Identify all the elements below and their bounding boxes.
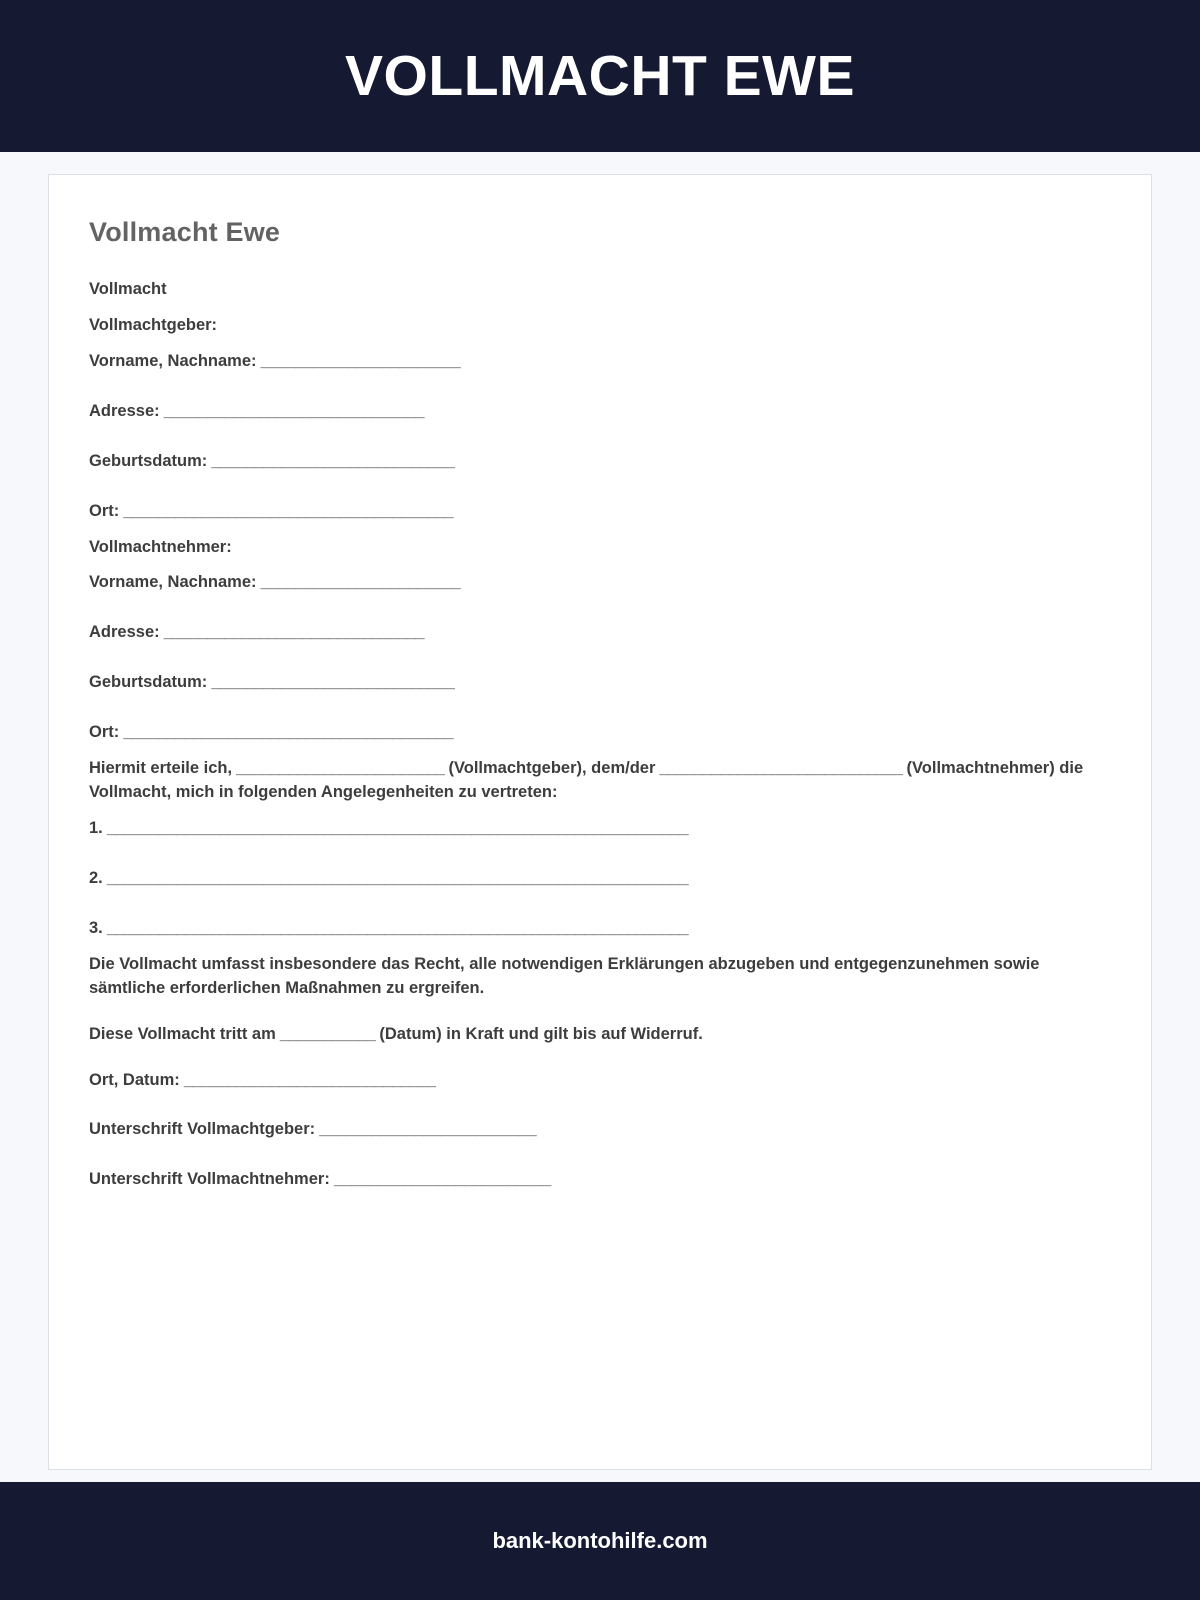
place-date-field	[89, 1069, 1111, 1093]
matter-blank-3[interactable]: ___________________________________________________________________	[102, 918, 689, 937]
effective-prefix: Diese Vollmacht tritt am	[89, 1024, 276, 1043]
document-heading: Vollmacht	[89, 280, 167, 298]
grantor-birthdate-blank[interactable]: ____________________________	[207, 451, 455, 470]
effective-date-paragraph	[89, 1023, 1111, 1047]
matter-number-1: 1.	[89, 818, 103, 837]
authorization-grantor-blank[interactable]: ________________________	[232, 759, 449, 778]
signature-grantee-blank[interactable]: _________________________	[329, 1170, 551, 1189]
grantor-city-field	[89, 500, 1111, 524]
signature-grantor-blank[interactable]: _________________________	[315, 1120, 537, 1139]
grantor-birthdate-label: Geburtsdatum:	[89, 451, 208, 470]
authorization-grantee-ref: (Vollmachtnehmer) die Vollmacht, mich in folgenden Angelegenheiten zu vertreten:	[89, 759, 1084, 802]
grantee-address-field	[89, 621, 1111, 645]
grantor-city-blank[interactable]: ______________________________________	[119, 501, 454, 520]
matter-item-1	[89, 817, 1111, 841]
matter-number-3: 3.	[89, 918, 103, 937]
grantee-name-blank[interactable]: _______________________	[256, 573, 461, 592]
grantee-section-label: Vollmachtnehmer:	[89, 537, 232, 556]
scope-paragraph: Die Vollmacht umfasst insbesondere das Recht, alle notwendigen Erklärungen abzugeben und entgegenzunehmen sowie sämtliche erforderlichen Maßnahmen zu ergreifen.	[89, 954, 1040, 997]
signature-grantee-label: Unterschrift Vollmachtnehmer:	[89, 1170, 330, 1189]
grantee-name-field	[89, 571, 1111, 595]
grantor-address-blank[interactable]: ______________________________	[159, 401, 425, 420]
document-body	[89, 278, 1111, 1192]
page-content-area	[0, 152, 1200, 1482]
grantee-address-label: Adresse:	[89, 623, 160, 642]
grantor-address-field	[89, 400, 1111, 424]
grantee-birthdate-label: Geburtsdatum:	[89, 673, 208, 692]
document-title: Vollmacht Ewe	[89, 217, 281, 247]
grantee-name-label: Vorname, Nachname:	[89, 573, 257, 592]
matter-item-2	[89, 867, 1111, 891]
grantor-city-label: Ort:	[89, 501, 120, 520]
grantor-name-blank[interactable]: _______________________	[256, 351, 461, 370]
matter-blank-1[interactable]: ___________________________________________________________________	[102, 818, 689, 837]
place-date-label: Ort, Datum:	[89, 1070, 180, 1089]
matter-number-2: 2.	[89, 868, 103, 887]
grantee-city-field	[89, 721, 1111, 745]
grantor-birthdate-field	[89, 450, 1111, 474]
grantee-city-label: Ort:	[89, 723, 120, 742]
footer-site-name: bank-kontohilfe.com	[492, 1528, 708, 1553]
page-footer-banner	[0, 1482, 1200, 1600]
matter-item-3	[89, 917, 1111, 941]
authorization-paragraph	[89, 757, 1111, 805]
page-header-title: VOLLMACHT EWE	[345, 43, 855, 108]
grantee-birthdate-field	[89, 671, 1111, 695]
authorization-grantor-ref: (Vollmachtgeber), dem/der	[448, 759, 656, 778]
grantee-address-blank[interactable]: ______________________________	[159, 623, 425, 642]
document-card	[48, 174, 1152, 1470]
signature-grantee-field	[89, 1168, 1111, 1192]
matter-blank-2[interactable]: ___________________________________________________________________	[102, 868, 689, 887]
authorization-grantee-blank[interactable]: ____________________________	[655, 759, 907, 778]
signature-grantor-label: Unterschrift Vollmachtgeber:	[89, 1120, 316, 1139]
page-header-banner	[0, 0, 1200, 152]
signature-grantor-field	[89, 1118, 1111, 1142]
grantee-city-blank[interactable]: ______________________________________	[119, 723, 454, 742]
authorization-lead-in: Hiermit erteile ich,	[89, 759, 233, 778]
grantor-address-label: Adresse:	[89, 401, 160, 420]
grantor-name-label: Vorname, Nachname:	[89, 351, 257, 370]
effective-date-blank[interactable]: ___________	[275, 1024, 380, 1043]
place-date-blank[interactable]: _____________________________	[179, 1070, 436, 1089]
effective-suffix: (Datum) in Kraft und gilt bis auf Widerruf.	[379, 1024, 703, 1043]
grantee-birthdate-blank[interactable]: ____________________________	[207, 673, 455, 692]
grantor-section-label: Vollmachtgeber:	[89, 315, 218, 334]
grantor-name-field	[89, 350, 1111, 374]
